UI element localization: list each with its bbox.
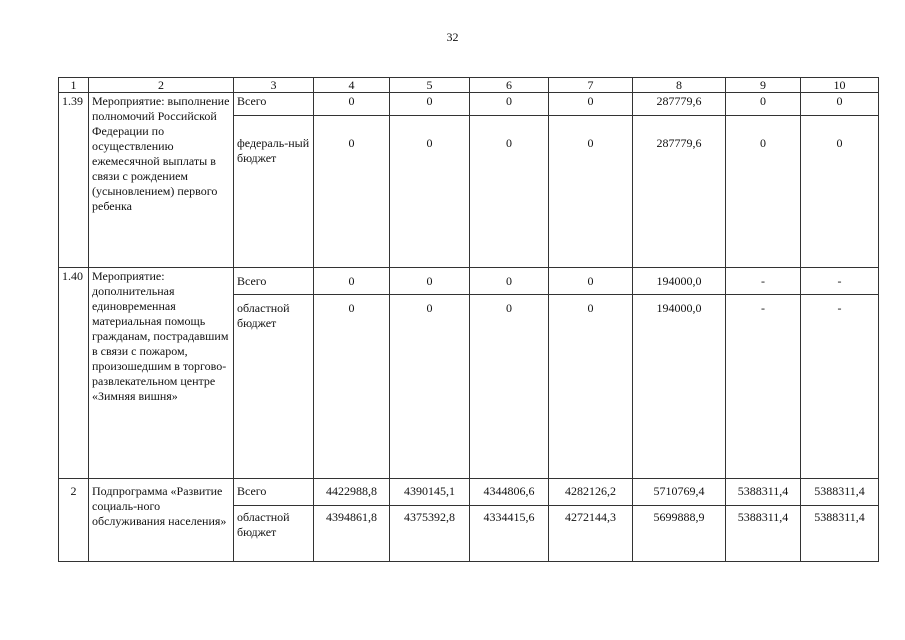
table-row: [59, 268, 879, 295]
header-cell: 5: [390, 78, 470, 93]
value-cell: 4344806,6: [470, 479, 549, 506]
value-cell: 0: [470, 295, 549, 479]
header-cell: 7: [549, 78, 633, 93]
header-cell: 6: [470, 78, 549, 93]
header-row: [59, 78, 879, 93]
header-cell: 1: [59, 78, 89, 93]
value-cell: 4422988,8: [314, 479, 390, 506]
row-description: Мероприятие: выполнение полномочий Российской Федерации по осуществлению ежемесячной выплаты в связи с рождением (усыновлением) первого ребенка: [89, 93, 234, 268]
value-cell: 4272144,3: [549, 506, 633, 562]
value-cell: -: [801, 295, 879, 479]
value-cell: 0: [549, 268, 633, 295]
value-cell: 0: [549, 116, 633, 268]
value-cell: 0: [314, 295, 390, 479]
value-cell: 194000,0: [633, 268, 726, 295]
header-cell: 10: [801, 78, 879, 93]
value-cell: 4375392,8: [390, 506, 470, 562]
value-cell: 4334415,6: [470, 506, 549, 562]
value-cell: 4394861,8: [314, 506, 390, 562]
table-row: [59, 479, 879, 506]
value-cell: 0: [314, 93, 390, 116]
value-cell: 4282126,2: [549, 479, 633, 506]
value-cell: 0: [390, 295, 470, 479]
value-cell: 0: [801, 116, 879, 268]
value-cell: 0: [549, 295, 633, 479]
value-cell: 0: [390, 268, 470, 295]
value-cell: 4390145,1: [390, 479, 470, 506]
value-cell: -: [726, 295, 801, 479]
value-cell: 0: [801, 93, 879, 116]
funding-source: Всего: [234, 479, 314, 506]
value-cell: 0: [470, 93, 549, 116]
header-cell: 4: [314, 78, 390, 93]
page-number: 32: [446, 30, 459, 44]
table-row: [59, 93, 879, 116]
header-cell: 9: [726, 78, 801, 93]
value-cell: 5388311,4: [726, 479, 801, 506]
value-cell: 5710769,4: [633, 479, 726, 506]
funding-source: областной бюджет: [234, 295, 314, 479]
funding-source: Всего: [234, 268, 314, 295]
value-cell: 0: [390, 116, 470, 268]
funding-source: федераль-ный бюджет: [234, 116, 314, 268]
funding-source: Всего: [234, 93, 314, 116]
value-cell: 0: [314, 116, 390, 268]
value-cell: 0: [470, 116, 549, 268]
value-cell: 5388311,4: [801, 506, 879, 562]
header-cell: 2: [89, 78, 234, 93]
value-cell: 5388311,4: [801, 479, 879, 506]
value-cell: 0: [549, 93, 633, 116]
row-index: 1.39: [59, 93, 89, 268]
value-cell: -: [726, 268, 801, 295]
row-index: 1.40: [59, 268, 89, 479]
row-description: Подпрограмма «Развитие социаль-ного обслуживания населения»: [89, 479, 234, 562]
value-cell: 5699888,9: [633, 506, 726, 562]
value-cell: 0: [470, 268, 549, 295]
header-cell: 8: [633, 78, 726, 93]
value-cell: 0: [726, 116, 801, 268]
value-cell: 287779,6: [633, 116, 726, 268]
header-cell: 3: [234, 78, 314, 93]
row-description: Мероприятие: дополнительная единовременная материальная помощь гражданам, пострадавшим в связи с пожаром, произошедшим в торгово-развлекательном центре «Зимняя вишня»: [89, 268, 234, 479]
value-cell: 287779,6: [633, 93, 726, 116]
value-cell: 194000,0: [633, 295, 726, 479]
row-index: 2: [59, 479, 89, 562]
value-cell: 5388311,4: [726, 506, 801, 562]
value-cell: 0: [314, 268, 390, 295]
value-cell: 0: [726, 93, 801, 116]
value-cell: 0: [390, 93, 470, 116]
value-cell: -: [801, 268, 879, 295]
budget-table: [58, 77, 879, 562]
funding-source: областной бюджет: [234, 506, 314, 562]
